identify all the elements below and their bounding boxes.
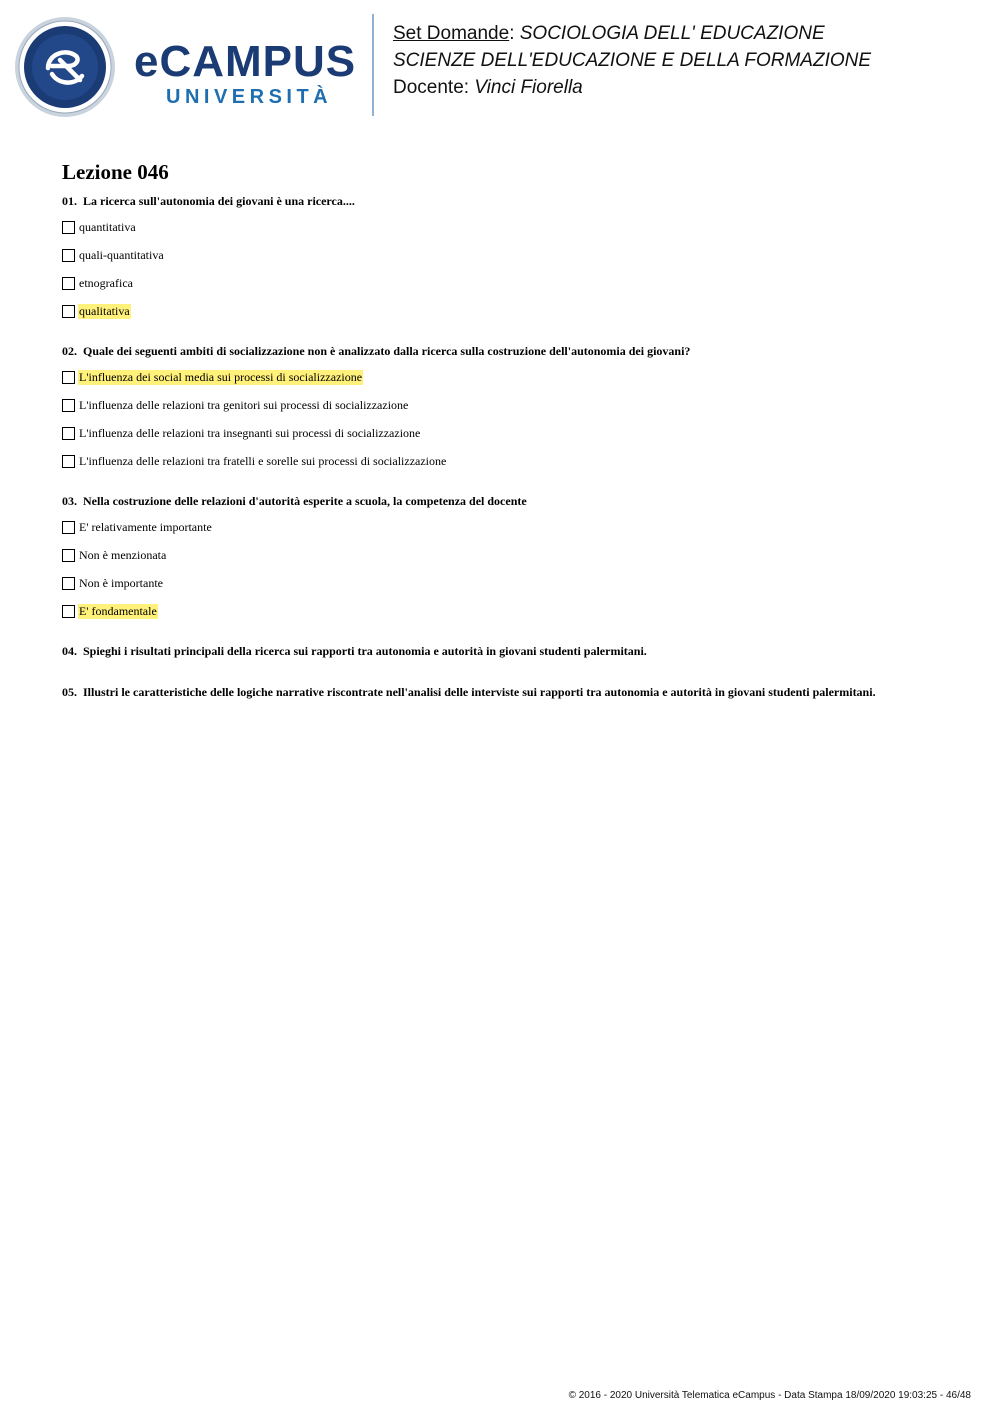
question-text [62, 684, 962, 700]
question-number: 05. [62, 685, 77, 699]
set-info [393, 20, 871, 101]
header-divider [372, 14, 374, 116]
checkbox[interactable] [62, 577, 75, 590]
question-text [62, 643, 962, 659]
answer-option[interactable] [62, 569, 962, 597]
course-line [393, 47, 871, 74]
checkbox[interactable] [62, 305, 75, 318]
option-label-highlighted: L'influenza dei social media sui processi di socializzazione [79, 369, 363, 384]
option-label: Non è menzionata [79, 547, 167, 562]
lesson-title: Lezione 046 [62, 160, 169, 184]
option-label: quantitativa [79, 219, 136, 234]
question-text [62, 343, 962, 359]
checkbox[interactable] [62, 427, 75, 440]
checkbox[interactable] [62, 605, 75, 618]
docente-label: Docente: [393, 77, 470, 98]
answer-option[interactable] [62, 241, 962, 269]
checkbox[interactable] [62, 249, 75, 262]
checkbox[interactable] [62, 399, 75, 412]
ecampus-logo [134, 37, 357, 109]
option-label: quali-quantitativa [79, 247, 164, 262]
question-prompt: Quale dei seguenti ambiti di socializzazione non è analizzato dalla ricerca sulla costruzione dell'autonomia dei giovani? [83, 344, 691, 358]
question-04 [62, 643, 962, 659]
checkbox[interactable] [62, 221, 75, 234]
answer-option[interactable] [62, 391, 962, 419]
question-prompt: La ricerca sull'autonomia dei giovani è una ricerca.... [83, 194, 355, 208]
option-label-highlighted: E' fondamentale [79, 603, 157, 618]
question-number: 02. [62, 344, 77, 358]
question-03 [62, 493, 962, 625]
question-05 [62, 684, 962, 700]
answer-option[interactable] [62, 513, 962, 541]
question-text [62, 193, 962, 209]
question-01 [62, 193, 962, 325]
checkbox[interactable] [62, 277, 75, 290]
page-footer: © 2016 - 2020 Università Telematica eCampus - Data Stampa 18/09/2020 19:03:25 - 46/48 [568, 1390, 971, 1401]
question-text [62, 493, 962, 509]
option-label: Non è importante [79, 575, 163, 590]
set-label: Set Domande [393, 23, 510, 44]
docente-name: Vinci Fiorella [474, 77, 583, 98]
question-number: 04. [62, 644, 77, 658]
answer-option-correct[interactable] [62, 597, 962, 625]
answer-option-correct[interactable] [62, 363, 962, 391]
question-02 [62, 343, 962, 475]
answer-option[interactable] [62, 447, 962, 475]
logo-wordmark: eCAMPUS [134, 37, 357, 86]
answer-option[interactable] [62, 269, 962, 297]
answer-option-correct[interactable] [62, 297, 962, 325]
option-label: L'influenza delle relazioni tra fratelli e sorelle sui processi di socializzazione [79, 453, 447, 468]
checkbox[interactable] [62, 371, 75, 384]
course-name: SCIENZE DELL'EDUCAZIONE E DELLA FORMAZIONE [393, 50, 872, 71]
set-subject: SOCIOLOGIA DELL' EDUCAZIONE [519, 23, 825, 44]
option-label: E' relativamente importante [79, 519, 212, 534]
page-header [0, 0, 1000, 130]
question-prompt: Nella costruzione delle relazioni d'autorità esperite a scuola, la competenza del docente [83, 494, 527, 508]
option-label: etnografica [79, 275, 133, 290]
checkbox[interactable] [62, 455, 75, 468]
question-number: 03. [62, 494, 77, 508]
answer-option[interactable] [62, 419, 962, 447]
question-prompt: Illustri le caratteristiche delle logiche narrative riscontrate nell'analisi delle interviste sui rapporti tra autonomia e autorità in giovani studenti palermitani. [83, 685, 876, 699]
question-number: 01. [62, 194, 77, 208]
option-label: L'influenza delle relazioni tra insegnanti sui processi di socializzazione [79, 425, 421, 440]
answer-option[interactable] [62, 213, 962, 241]
set-line: Set Domande: SOCIOLOGIA DELL' EDUCAZIONE [393, 23, 825, 44]
checkbox[interactable] [62, 521, 75, 534]
option-label-highlighted: qualitativa [79, 303, 130, 318]
question-set [62, 160, 962, 725]
answer-option[interactable] [62, 541, 962, 569]
docente-line [393, 74, 871, 101]
option-label: L'influenza delle relazioni tra genitori sui processi di socializzazione [79, 397, 409, 412]
question-prompt: Spieghi i risultati principali della ricerca sui rapporti tra autonomia e autorità in giovani studenti palermitani. [83, 644, 647, 658]
checkbox[interactable] [62, 549, 75, 562]
university-seal-logo [14, 16, 116, 118]
logo-subtitle: UNIVERSITÀ [166, 86, 333, 108]
